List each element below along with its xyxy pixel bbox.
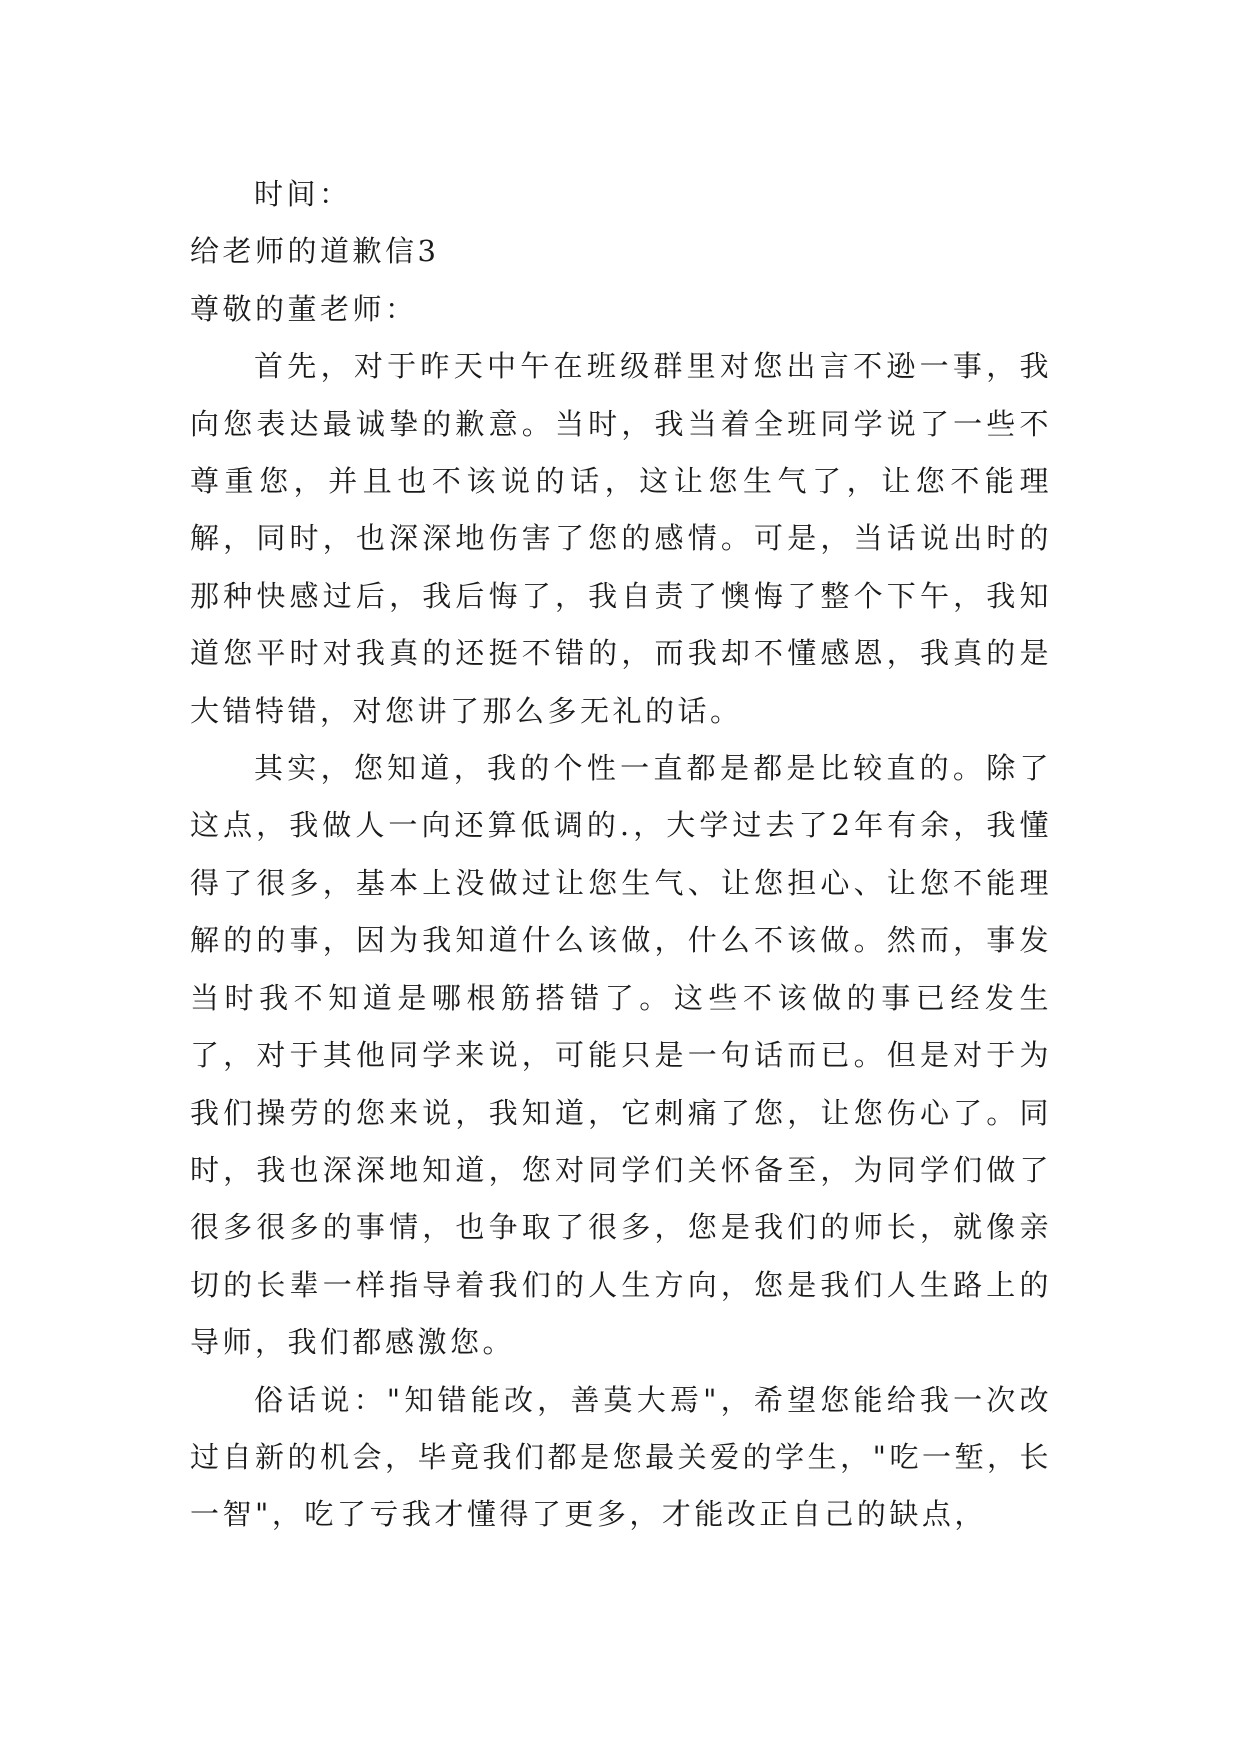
- letter-heading: 给老师的道歉信3: [190, 234, 440, 269]
- salutation: 尊敬的董老师：: [190, 291, 418, 326]
- paragraph-3: 俗话说："知错能改，善莫大焉"，希望您能给我一次改过自新的机会，毕竟我们都是您最关爱的学生，"吃一堑，长一智"，吃了亏我才懂得了更多，才能改正自己的缺点，: [190, 1382, 1052, 1532]
- paragraph-1: 首先，对于昨天中午在班级群里对您出言不逊一事，我向您表达最诚挚的歉意。当时，我当着全班同学说了一些不尊重您，并且也不该说的话，这让您生气了，让您不能理解，同时，也深深地伤害了您的感情。可是，当话说出时的那种快感过后，我后悔了，我自责了懊悔了整个下午，我知道您平时对我真的还挺不错的，而我却不懂感恩，我真的是大错特错，对您讲了那么多无礼的话。: [190, 349, 1052, 728]
- letter-body: [190, 166, 1052, 1544]
- time-line: 时间：: [254, 177, 352, 211]
- paragraph-2: 其实，您知道，我的个性一直都是都是比较直的。除了这点，我做人一向还算低调的.，大学过去了2年有余，我懂得了很多，基本上没做过让您生气、让您担心、让您不能理解的的事，因为我知道什么该做，什么不该做。然而，事发当时我不知道是哪根筋搭错了。这些不该做的事已经发生了，对于其他同学来说，可能只是一句话而已。但是对于为我们操劳的您来说，我知道，它刺痛了您，让您伤心了。同时，我也深深地知道，您对同学们关怀备至，为同学们做了很多很多的事情，也争取了很多，您是我们的师长，就像亲切的长辈一样指导着我们的人生方向，您是我们人生路上的导师，我们都感激您。: [190, 751, 1052, 1360]
